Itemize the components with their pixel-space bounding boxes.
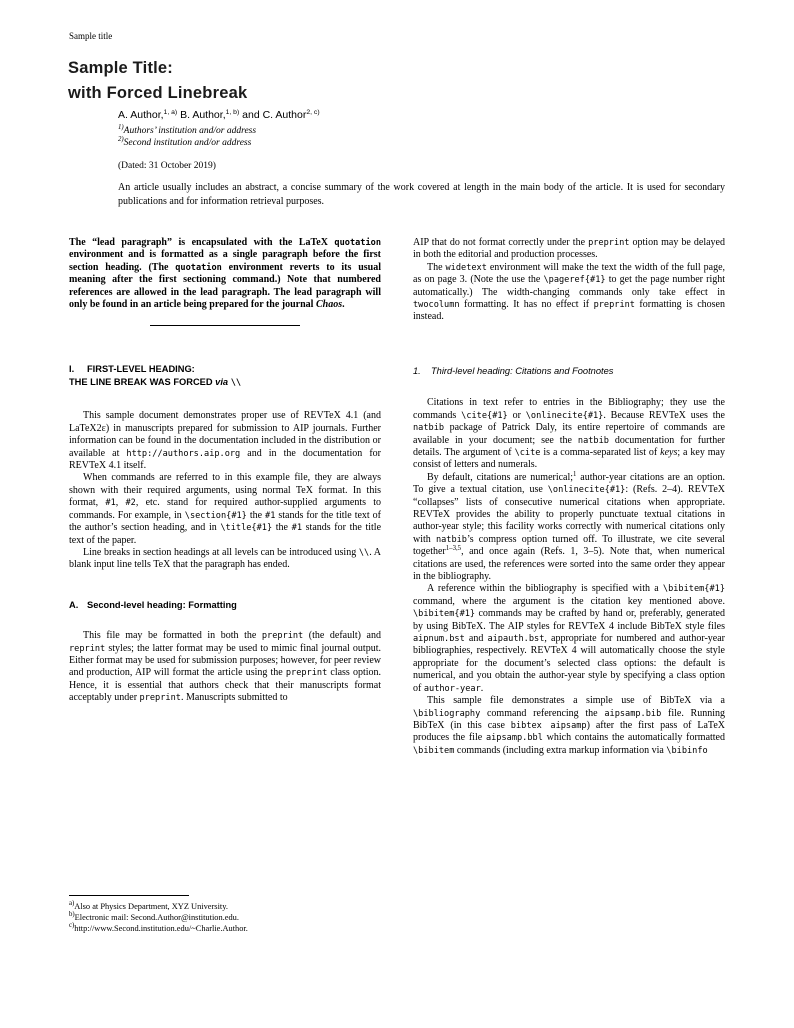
text-segment: The: [427, 261, 446, 273]
affiliation-2: [118, 137, 725, 149]
text-segment: .: [342, 299, 345, 311]
text-segment: natbib: [577, 435, 609, 446]
text-segment: \bibitem{#1}: [662, 584, 725, 595]
paragraph: [69, 547, 381, 572]
footnote-a: [69, 902, 381, 913]
footnote-rule: [69, 895, 189, 896]
text-segment: option may be delayed in both the editorial and production processes.: [413, 237, 725, 261]
text-segment: and C. Author: [239, 109, 307, 121]
text-segment: Chaos: [315, 299, 343, 311]
text-segment: author-year citations are an option. To give a textual citation, use: [413, 471, 726, 496]
text-segment: #2: [125, 498, 136, 509]
paper-title-line2: with Forced Linebreak: [68, 83, 248, 102]
text-segment: 2, c): [306, 109, 320, 116]
text-segment: command referencing the: [480, 707, 605, 719]
heading-number: I.: [69, 364, 75, 375]
text-segment: : (Refs. 2–4). REVTeX “collapses” lists of consecutive numerical citations when appropriate. REVTeX provides the ability to properly punctuate textual citations in author-year style; this facility works correctly with numerical citations only with: [413, 484, 725, 545]
text-segment: quotation: [334, 238, 381, 248]
heading-line: [69, 376, 381, 390]
text-segment: #1: [265, 510, 276, 521]
paragraph: [69, 630, 381, 704]
text-segment: 1, b): [225, 109, 240, 116]
text-segment: aipsamp.bbl: [485, 733, 543, 744]
heading-number: 1.: [413, 365, 421, 376]
paper-title: [68, 56, 247, 105]
text-segment: \title{#1}: [220, 523, 273, 534]
text-segment: Citations in text refer to entries in the Bibliography; they use the commands: [413, 397, 725, 421]
heading-second-level: [69, 599, 381, 612]
text-segment: documentation for further details. The argument of: [413, 434, 725, 458]
heading-line: [69, 363, 381, 376]
text-segment: (the default) and: [303, 630, 381, 642]
text-segment: aipnum.bst: [413, 634, 465, 645]
text-segment: natbib: [413, 423, 445, 434]
text-segment: and: [464, 633, 488, 645]
text-segment: bibtex aipsamp: [510, 720, 587, 731]
text-segment: 1): [118, 124, 124, 131]
text-segment: \pageref{#1}: [543, 275, 606, 286]
text-segment: \\: [230, 377, 242, 388]
text-segment: file. Running BibTeX (in this case: [413, 707, 725, 731]
paragraph: [413, 583, 725, 695]
text-segment: formatting is chosen instead.: [413, 299, 725, 323]
paragraph: [413, 472, 725, 584]
text-segment: B. Author,: [177, 109, 226, 121]
text-segment: environment and is formatted as a single paragraph before the first section heading. (The: [69, 249, 381, 273]
text-segment: \section{#1}: [184, 510, 247, 521]
text-segment: .: [480, 682, 484, 694]
heading-third-level: [413, 365, 725, 378]
text-segment: Line breaks in section headings at all levels can be introduced using: [83, 546, 359, 558]
text-segment: commands (including extra markup information via: [454, 744, 667, 756]
right-column: [413, 237, 725, 757]
text-segment: which contains the automatically formatted: [542, 732, 725, 744]
text-segment: ; a key may consist of letters and numerals.: [413, 446, 725, 471]
text-segment: When commands are referred to in this example file, they are always shown with their required arguments, using normal TeX format. In this format,: [69, 472, 381, 509]
text-segment: 2): [118, 136, 124, 143]
text-segment: aipauth.bst: [487, 634, 545, 645]
date-line: (Dated: 31 October 2019): [118, 161, 216, 171]
text-segment: \onlinecite{#1}: [547, 485, 626, 496]
text-segment: . A blank input line tells TeX that the paragraph has ended.: [69, 546, 381, 571]
text-segment: \onlinecite{#1}: [525, 410, 604, 421]
affiliation-1: [118, 125, 725, 137]
text-segment: widetext: [445, 262, 487, 273]
text-segment: Also at Physics Department, XYZ University.: [74, 902, 228, 911]
text-segment: keys: [660, 446, 678, 458]
text-segment: c): [69, 921, 75, 929]
text-segment: b): [69, 910, 75, 918]
text-segment: 1, a): [163, 109, 178, 116]
text-segment: #1: [291, 523, 302, 534]
text-segment: commands may be crafted by hand or, preferably, generated by using BibTeX. The AIP styles for REVTeX 4 include BibTeX style files: [413, 608, 725, 632]
paragraph: [413, 237, 725, 262]
text-segment: , and once again (Refs. 1, 3–5). Note that, when numerical citations are used, the references were sorted into the same order they appear in the bibliography.: [413, 546, 725, 583]
text-segment: Second institution and/or address: [123, 138, 252, 148]
text-segment: to get the page number right automatically.) The width-changing commands only take effect in: [413, 274, 725, 298]
text-segment: 1: [573, 470, 577, 478]
text-segment: aipsamp.bib: [604, 708, 662, 719]
text-segment: \\: [358, 547, 370, 558]
text-segment: \bibliography: [413, 708, 481, 719]
text-segment: stands for the title text of the paper.: [69, 522, 382, 546]
text-segment: package of Patrick Daly, its entire repertoire of commands are available in your document; see the: [413, 422, 725, 446]
text-segment: via: [215, 376, 229, 387]
byline-block: [118, 109, 725, 208]
text-segment: A. Author,: [118, 109, 164, 121]
authors-line: [118, 109, 725, 121]
text-segment: a): [69, 900, 75, 907]
text-segment: This sample document demonstrates proper use of REVTeX 4.1 (and LaTeX2ε) in manuscripts prepared for submission to AIP journals. Further information can be found in the documentation included in the distribution or available at: [69, 410, 381, 459]
text-segment: 1–3,5: [445, 545, 462, 553]
heading-number: A.: [69, 599, 79, 610]
heading-text: Second-level heading: Formatting: [87, 599, 237, 610]
paragraph: [413, 695, 725, 757]
text-segment: \bibitem{#1}: [413, 609, 476, 620]
text-segment: Authors’ institution and/or address: [123, 126, 257, 136]
text-segment: ,: [115, 497, 126, 509]
lead-paragraph: [69, 237, 381, 311]
text-segment: ’s compress option turned off. To illustrate, we cite several together: [413, 533, 725, 558]
paragraph: [413, 397, 725, 471]
text-segment: class option. Hence, it is essential that authors check that their manuscripts format acceptably under: [69, 667, 382, 704]
text-segment: The “lead paragraph” is encapsulated with the LaTeX: [69, 237, 335, 248]
text-segment: #1: [105, 498, 116, 509]
footnote-b: [69, 910, 381, 924]
paragraph: [413, 262, 725, 324]
text-segment: is a comma-separated list of: [540, 446, 661, 458]
text-segment: A reference within the bibliography is specified with a: [427, 583, 663, 595]
heading-text: FIRST-LEVEL HEADING:: [87, 364, 195, 375]
lead-separator-rule: [150, 325, 300, 326]
text-segment: \bibinfo: [666, 745, 708, 756]
text-segment: . Because REVTeX uses the: [603, 409, 725, 421]
text-segment: \bibitem: [413, 745, 455, 756]
text-segment: Electronic mail: Second.Author@institution.edu.: [74, 912, 239, 922]
heading-text: Third-level heading: Citations and Footnotes: [431, 365, 614, 376]
text-segment: , appropriate for numbered and author-year bibliographies, respectively. REVTeX 4 will automatically choose the style appropriate for the document’s selected class options: the default is numerical, and you obtain the author-year style by specifying a class option of: [413, 633, 725, 694]
text-segment: stands for the title text of the author’s section heading, and in: [69, 509, 381, 534]
text-segment: environment reverts to its usual meaning after the first sectioning command.) Note that numbered references are allowed in the lead paragraph. The lead paragraph will only be found in an article being prepared for the journal: [69, 261, 381, 311]
text-segment: This file may be formatted in both the: [83, 630, 262, 642]
text-segment: This sample file demonstrates a simple use of BibTeX via a: [427, 695, 725, 707]
text-segment: By default, citations are numerical;: [427, 471, 574, 483]
left-column: [69, 237, 381, 705]
text-segment: styles; the latter format may be used to mimic final journal output. Either format may be used for submission purposes; however, for peer review and production, AIP will format the article using the: [69, 642, 381, 679]
text-segment: environment will make the text the width of the full page, as on page 3. (Note the use the: [413, 261, 726, 286]
text-segment: \cite{#1}: [461, 410, 508, 421]
text-segment: \cite: [514, 447, 541, 458]
text-segment: author-year: [423, 683, 481, 694]
text-segment: , etc. stand for required author-supplied arguments to commands. For example, in: [69, 497, 382, 521]
text-segment: reprint: [69, 643, 106, 654]
text-segment: preprint: [593, 300, 635, 311]
paper-title-line1: Sample Title:: [68, 59, 173, 77]
text-segment: . Manuscripts submitted to: [180, 692, 288, 704]
text-segment: twocolumn: [413, 300, 460, 311]
heading-first-level: [69, 363, 381, 389]
text-segment: preprint: [588, 238, 630, 248]
running-header: Sample title: [69, 31, 113, 41]
text-segment: ) after the first pass of LaTeX produces the file: [413, 719, 725, 744]
text-segment: http://authors.aip.org: [126, 448, 241, 459]
footnotes-block: [69, 895, 381, 934]
text-segment: the: [272, 522, 292, 534]
text-segment: preprint: [139, 693, 181, 704]
text-segment: natbib: [435, 534, 467, 545]
text-segment: quotation: [175, 262, 222, 273]
footnote-c: [69, 921, 381, 935]
abstract-text: An article usually includes an abstract, a concise summary of the work covered at length in the main body of the article. It is used for secondary publications and for information retrieval purposes.: [118, 182, 725, 207]
text-segment: formatting. It has no effect if: [459, 299, 594, 311]
text-segment: command, where the argument is the citation key mentioned above.: [413, 595, 725, 607]
text-segment: http://www.Second.institution.edu/~Charlie.Author.: [74, 923, 248, 933]
text-segment: the: [246, 509, 266, 521]
text-segment: preprint: [285, 668, 328, 679]
paragraph: [69, 410, 381, 472]
text-segment: and in the documentation for REVTeX 4.1 itself.: [69, 447, 381, 472]
text-segment: preprint: [261, 631, 304, 642]
text-segment: THE LINE BREAK WAS FORCED: [69, 376, 216, 387]
text-segment: or: [507, 409, 526, 421]
text-segment: AIP that do not format correctly under the: [413, 237, 589, 248]
paragraph: [69, 472, 381, 546]
